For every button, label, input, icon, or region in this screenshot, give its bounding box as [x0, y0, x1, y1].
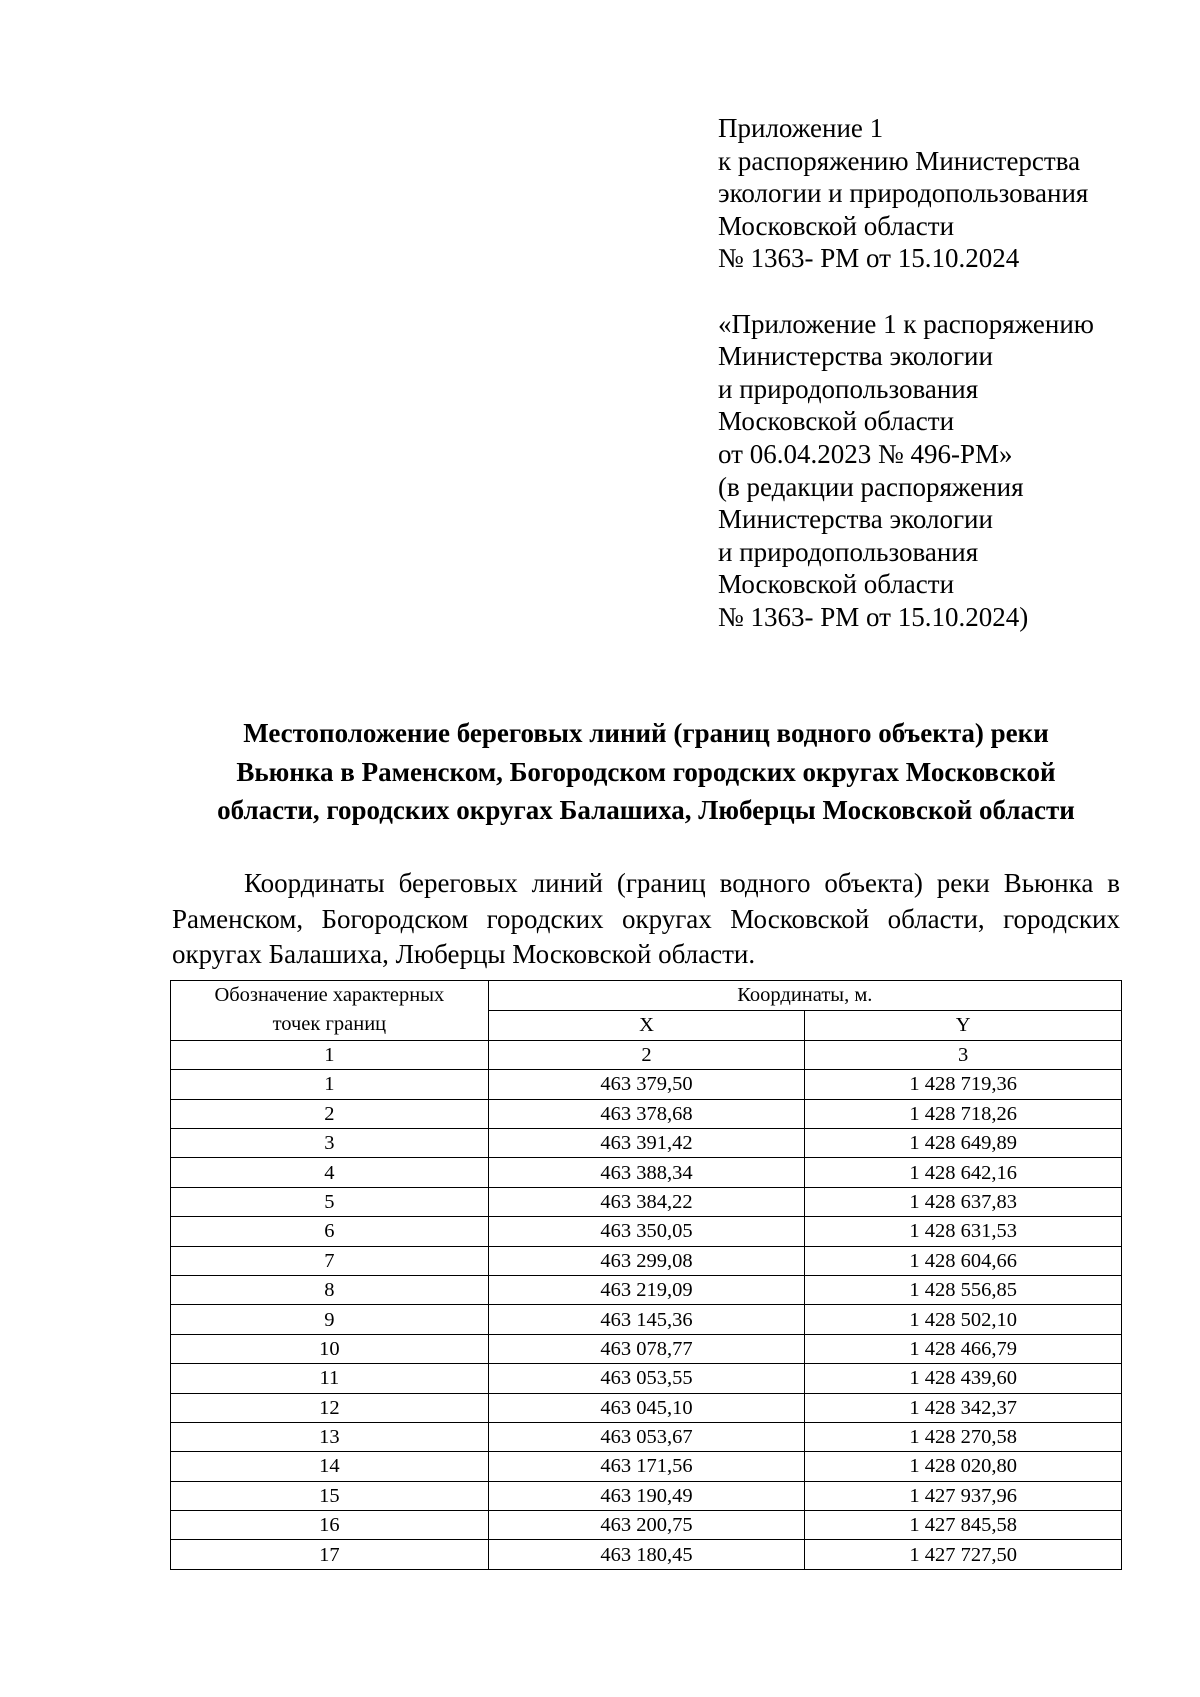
x-coordinate-cell: 463 045,10 — [488, 1393, 805, 1422]
annex-line: № 1363- РМ от 15.10.2024) — [718, 601, 1029, 632]
annex-line: от 06.04.2023 № 496-РМ» — [718, 438, 1013, 469]
point-number-cell: 4 — [171, 1158, 489, 1187]
table-row — [171, 1422, 1122, 1451]
point-number-cell: 9 — [171, 1305, 489, 1334]
y-coordinate-cell: 1 428 342,37 — [805, 1393, 1122, 1422]
x-coordinate-cell: 463 180,45 — [488, 1540, 805, 1569]
point-number-cell: 15 — [171, 1481, 489, 1510]
y-coordinate-cell: 1 428 719,36 — [805, 1070, 1122, 1099]
points-header-line: точек границ — [272, 1013, 387, 1036]
coordinates-table-body — [171, 981, 1122, 1570]
document-title — [172, 714, 1120, 830]
table-row — [171, 1511, 1122, 1540]
point-number-cell: 13 — [171, 1422, 489, 1451]
point-number-cell: 2 — [171, 1099, 489, 1128]
point-number-cell: 14 — [171, 1452, 489, 1481]
x-coordinate-cell: 463 299,08 — [488, 1246, 805, 1275]
table-row — [171, 1187, 1122, 1216]
y-coordinate-cell: 1 428 556,85 — [805, 1275, 1122, 1304]
point-number-cell: 1 — [171, 1070, 489, 1099]
x-coordinate-cell: 463 200,75 — [488, 1511, 805, 1540]
title-line: области, городских округах Балашиха, Люберцы Московской области — [217, 795, 1075, 825]
y-coordinate-cell: 1 428 466,79 — [805, 1334, 1122, 1363]
annex-line: Министерства экологии — [718, 341, 993, 372]
table-row — [171, 1481, 1122, 1510]
point-number-cell: 5 — [171, 1187, 489, 1216]
table-row — [171, 1334, 1122, 1363]
x-coordinate-cell: 463 190,49 — [488, 1481, 805, 1510]
point-number-cell: 3 — [171, 1128, 489, 1157]
point-number-cell: 10 — [171, 1334, 489, 1363]
table-row — [171, 1452, 1122, 1481]
title-line: Вьюнка в Раменском, Богородском городских округах Московской — [236, 756, 1056, 787]
y-coordinate-cell: 1 427 937,96 — [805, 1481, 1122, 1510]
table-row — [171, 1158, 1122, 1187]
table-row — [171, 1275, 1122, 1304]
annex-line: Московской области — [718, 210, 955, 241]
x-coordinate-cell: 463 350,05 — [488, 1217, 805, 1246]
x-coordinate-cell: 463 379,50 — [488, 1070, 805, 1099]
points-header-cell — [171, 981, 489, 1041]
annex-line: Министерства экологии — [718, 504, 993, 535]
table-row — [171, 1128, 1122, 1157]
y-header-cell: Y — [805, 1010, 1122, 1040]
table-row — [171, 1393, 1122, 1422]
annex-line: «Приложение 1 к распоряжению — [718, 308, 1094, 339]
y-coordinate-cell: 1 428 270,58 — [805, 1422, 1122, 1451]
y-coordinate-cell: 1 428 649,89 — [805, 1128, 1122, 1157]
x-coordinate-cell: 463 378,68 — [488, 1099, 805, 1128]
table-row — [171, 1305, 1122, 1334]
x-coordinate-cell: 463 078,77 — [488, 1334, 805, 1363]
column-number-cell: 3 — [805, 1040, 1122, 1069]
table-row — [171, 1070, 1122, 1099]
table-row — [171, 1540, 1122, 1569]
point-number-cell: 11 — [171, 1364, 489, 1393]
x-header-cell: X — [488, 1010, 805, 1040]
coordinates-table — [170, 980, 1122, 1570]
column-numbers-row — [171, 1040, 1122, 1069]
table-row — [171, 1099, 1122, 1128]
x-coordinate-cell: 463 391,42 — [488, 1128, 805, 1157]
annex-line: и природопользования — [718, 373, 979, 404]
y-coordinate-cell: 1 428 631,53 — [805, 1217, 1122, 1246]
table-row — [171, 1246, 1122, 1275]
points-header-line: Обозначение характерных — [214, 984, 445, 1006]
x-coordinate-cell: 463 053,55 — [488, 1364, 805, 1393]
x-coordinate-cell: 463 145,36 — [488, 1305, 805, 1334]
annex-line: Московской области — [718, 406, 955, 437]
table-header-row — [171, 981, 1122, 1011]
y-coordinate-cell: 1 427 727,50 — [805, 1540, 1122, 1569]
y-coordinate-cell: 1 428 718,26 — [805, 1099, 1122, 1128]
annex-line: и природопользования — [718, 536, 979, 567]
annex-gap — [718, 275, 1178, 308]
x-coordinate-cell: 463 384,22 — [488, 1187, 805, 1216]
x-coordinate-cell: 463 219,09 — [488, 1275, 805, 1304]
point-number-cell: 17 — [171, 1540, 489, 1569]
annex-line: Московской области — [718, 569, 955, 600]
annex-line: экологии и природопользования — [718, 178, 1089, 209]
annex-line: к распоряжению Министерства — [718, 145, 1081, 176]
point-number-cell: 7 — [171, 1246, 489, 1275]
y-coordinate-cell: 1 428 637,83 — [805, 1187, 1122, 1216]
intro-paragraph: Координаты береговых линий (границ водного объекта) реки Вьюнка в Раменском, Богородском городских округах Московской области, городских округах Балашиха, Люберцы Московской области. — [172, 868, 1120, 969]
y-coordinate-cell: 1 428 502,10 — [805, 1305, 1122, 1334]
annex-block — [718, 112, 1178, 634]
y-coordinate-cell: 1 428 604,66 — [805, 1246, 1122, 1275]
table-row — [171, 1217, 1122, 1246]
annex-line: № 1363- РМ от 15.10.2024 — [718, 243, 1020, 274]
point-number-cell: 8 — [171, 1275, 489, 1304]
column-number-cell: 2 — [488, 1040, 805, 1069]
x-coordinate-cell: 463 171,56 — [488, 1452, 805, 1481]
point-number-cell: 12 — [171, 1393, 489, 1422]
x-coordinate-cell: 463 053,67 — [488, 1422, 805, 1451]
y-coordinate-cell: 1 427 845,58 — [805, 1511, 1122, 1540]
point-number-cell: 6 — [171, 1217, 489, 1246]
coords-header-cell: Координаты, м. — [488, 981, 1121, 1011]
title-line: Местоположение береговых линий (границ водного объекта) реки — [243, 718, 1049, 748]
annex-line: (в редакции распоряжения — [718, 471, 1024, 502]
table-row — [171, 1364, 1122, 1393]
y-coordinate-cell: 1 428 642,16 — [805, 1158, 1122, 1187]
y-coordinate-cell: 1 428 020,80 — [805, 1452, 1122, 1481]
annex-line: Приложение 1 — [718, 113, 884, 143]
x-coordinate-cell: 463 388,34 — [488, 1158, 805, 1187]
point-number-cell: 16 — [171, 1511, 489, 1540]
y-coordinate-cell: 1 428 439,60 — [805, 1364, 1122, 1393]
column-number-cell: 1 — [171, 1040, 489, 1069]
